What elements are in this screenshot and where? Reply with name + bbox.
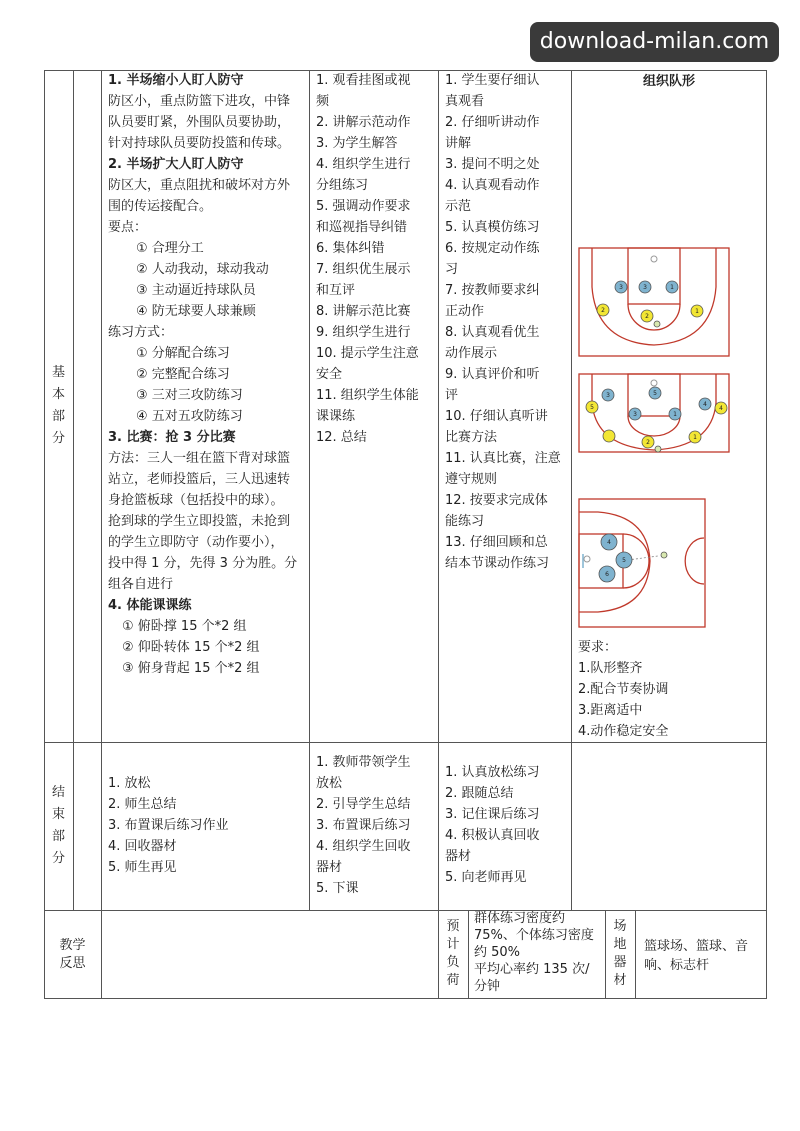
content-line: 4. 回收器材 bbox=[108, 839, 177, 854]
teacher-line: 8. 讲解示范比赛 bbox=[316, 304, 411, 319]
teacher-line: 和巡视指导纠错 bbox=[316, 220, 408, 235]
org-header: 组织队形 bbox=[642, 74, 695, 89]
basic-part-label: 基 本 部 分 bbox=[51, 365, 65, 446]
student-line: 习 bbox=[445, 262, 459, 277]
student-line: 3. 记住课后练习 bbox=[445, 807, 540, 822]
content-line: 5. 师生再见 bbox=[108, 860, 177, 875]
ending-part-label: 结 束 部 分 bbox=[51, 785, 65, 866]
content-line: 站立，老师投篮后，三人迅速转 bbox=[108, 472, 291, 487]
student-line: 4. 认真观看动作 bbox=[445, 178, 540, 193]
teacher-line: 12. 总结 bbox=[316, 430, 367, 445]
content-line: 抢到球的学生立即投篮，未抢到 bbox=[108, 514, 291, 529]
svg-text:4: 4 bbox=[607, 539, 611, 546]
svg-text:5: 5 bbox=[653, 390, 657, 397]
svg-text:4: 4 bbox=[719, 405, 723, 412]
student-line: 8. 认真观看优生 bbox=[445, 325, 540, 340]
content-line: 1. 放松 bbox=[108, 776, 151, 791]
content-line: ① 合理分工 bbox=[136, 241, 204, 256]
watermark: download-milan.com bbox=[530, 22, 779, 62]
content-line: 3. 比赛：抢 3 分比赛 bbox=[108, 430, 236, 445]
student-line: 12. 按要求完成体 bbox=[445, 493, 548, 508]
student-line: 正动作 bbox=[445, 304, 485, 319]
teacher-line: 6. 集体纠错 bbox=[316, 241, 385, 256]
student-line: 7. 按教师要求纠 bbox=[445, 283, 540, 298]
ending-content bbox=[108, 773, 308, 878]
student-line: 3. 提问不明之处 bbox=[445, 157, 540, 172]
load-label: 预 计 负 荷 bbox=[446, 919, 460, 988]
svg-text:1: 1 bbox=[693, 434, 697, 441]
student-line: 遵守规则 bbox=[445, 472, 498, 487]
content-line: ④ 防无球要人球兼顾 bbox=[136, 304, 256, 319]
svg-text:5: 5 bbox=[622, 557, 626, 564]
student-line: 4. 积极认真回收 bbox=[445, 828, 540, 843]
teacher-line: 2. 引导学生总结 bbox=[316, 797, 411, 812]
student-line: 结本节课动作练习 bbox=[445, 556, 550, 571]
svg-text:1: 1 bbox=[695, 308, 699, 315]
content-line: 针对持球队员要防投篮和传球。 bbox=[108, 136, 291, 151]
teacher-line: 分组练习 bbox=[316, 178, 369, 193]
student-line: 能练习 bbox=[445, 514, 485, 529]
svg-text:4: 4 bbox=[703, 401, 707, 408]
svg-text:5: 5 bbox=[590, 404, 594, 411]
content-line: 方法：三人一组在篮下背对球篮 bbox=[108, 451, 291, 466]
teacher-line: 11. 组织学生体能 bbox=[316, 388, 419, 403]
court-diagram-2 bbox=[578, 373, 730, 453]
content-line: 1. 半场缩小人盯人防守 bbox=[108, 73, 244, 88]
teacher-line: 9. 组织学生进行 bbox=[316, 325, 411, 340]
requirement-line: 1.队形整齐 bbox=[578, 661, 643, 676]
svg-text:2: 2 bbox=[645, 313, 649, 320]
teacher-line: 3. 布置课后练习 bbox=[316, 818, 411, 833]
teacher-line: 4. 组织学生回收 bbox=[316, 839, 411, 854]
content-line: 防区小，重点防篮下进攻，中锋 bbox=[108, 94, 291, 109]
teacher-line: 放松 bbox=[316, 776, 343, 791]
student-line: 器材 bbox=[445, 849, 472, 864]
content-line: ② 仰卧转体 15 个*2 组 bbox=[122, 640, 260, 655]
requirement-line: 3.距离适中 bbox=[578, 703, 643, 718]
svg-text:3: 3 bbox=[643, 284, 647, 291]
student-line: 13. 仔细回顾和总 bbox=[445, 535, 548, 550]
load-line: 约 50% bbox=[474, 945, 521, 960]
content-line: 队员要盯紧，外围队员要协助， bbox=[108, 115, 291, 130]
court-diagram-1 bbox=[578, 247, 730, 357]
load-line: 群体练习密度约 bbox=[474, 911, 566, 926]
student-line: 示范 bbox=[445, 199, 472, 214]
teacher-line: 和互评 bbox=[316, 283, 356, 298]
teacher-line: 1. 教师带领学生 bbox=[316, 755, 411, 770]
ending-student-activities bbox=[445, 762, 569, 888]
requirement-line: 2.配合节奏协调 bbox=[578, 682, 669, 697]
content-line: ① 分解配合练习 bbox=[136, 346, 230, 361]
student-line: 9. 认真评价和听 bbox=[445, 367, 540, 382]
student-line: 评 bbox=[445, 388, 459, 403]
content-line: 练习方式： bbox=[108, 325, 174, 340]
ending-teacher-activities bbox=[316, 752, 436, 899]
load-text bbox=[474, 910, 604, 995]
content-line: 3. 布置课后练习作业 bbox=[108, 818, 229, 833]
svg-text:2: 2 bbox=[646, 439, 650, 446]
teacher-line: 5. 强调动作要求 bbox=[316, 199, 411, 214]
student-line: 2. 跟随总结 bbox=[445, 786, 514, 801]
student-line: 动作展示 bbox=[445, 346, 498, 361]
teacher-line: 2. 讲解示范动作 bbox=[316, 115, 411, 130]
svg-text:6: 6 bbox=[605, 571, 609, 578]
load-line: 平均心率约 135 次/ bbox=[474, 962, 590, 977]
content-line: ③ 三对三攻防练习 bbox=[136, 388, 243, 403]
content-line: 围的传运接配合。 bbox=[108, 199, 213, 214]
teacher-line: 10. 提示学生注意 bbox=[316, 346, 419, 361]
student-line: 比赛方法 bbox=[445, 430, 498, 445]
svg-text:3: 3 bbox=[619, 284, 623, 291]
content-line: 4. 体能课课练 bbox=[108, 598, 192, 613]
requirement-line: 4.动作稳定安全 bbox=[578, 724, 669, 739]
content-line: 防区大，重点阻扰和破坏对方外 bbox=[108, 178, 291, 193]
teacher-line: 课课练 bbox=[316, 409, 356, 424]
svg-text:3: 3 bbox=[633, 411, 637, 418]
svg-text:3: 3 bbox=[606, 392, 610, 399]
student-line: 2. 仔细听讲动作 bbox=[445, 115, 540, 130]
venue-label: 场 地 器 材 bbox=[613, 919, 627, 988]
court-diagram-3 bbox=[578, 498, 706, 628]
content-line: ③ 俯身背起 15 个*2 组 bbox=[122, 661, 260, 676]
content-line: 组各自进行 bbox=[108, 577, 174, 592]
content-line: 投中得 1 分，先得 3 分为胜。分 bbox=[108, 556, 298, 571]
student-line: 6. 按规定动作练 bbox=[445, 241, 540, 256]
teacher-line: 5. 下课 bbox=[316, 881, 359, 896]
student-line: 讲解 bbox=[445, 136, 472, 151]
venue-line: 篮球场、篮球、音 bbox=[644, 939, 749, 954]
teacher-line: 器材 bbox=[316, 860, 343, 875]
reflection-label: 教学 反思 bbox=[59, 938, 86, 971]
content-line: 要点： bbox=[108, 220, 148, 235]
content-line: 2. 师生总结 bbox=[108, 797, 177, 812]
student-line: 1. 学生要仔细认 bbox=[445, 73, 540, 88]
content-line: 2. 半场扩大人盯人防守 bbox=[108, 157, 244, 172]
basic-teacher-activities bbox=[316, 70, 436, 448]
teacher-line: 4. 组织学生进行 bbox=[316, 157, 411, 172]
svg-text:1: 1 bbox=[670, 284, 674, 291]
student-line: 1. 认真放松练习 bbox=[445, 765, 540, 780]
content-line: 的学生立即防守（动作要小）， bbox=[108, 535, 284, 550]
teacher-line: 7. 组织优生展示 bbox=[316, 262, 411, 277]
svg-text:2: 2 bbox=[601, 307, 605, 314]
content-line: ③ 主动逼近持球队员 bbox=[136, 283, 256, 298]
content-line: ② 完整配合练习 bbox=[136, 367, 230, 382]
svg-text:1: 1 bbox=[673, 411, 677, 418]
teacher-line: 3. 为学生解答 bbox=[316, 136, 398, 151]
student-line: 真观看 bbox=[445, 94, 485, 109]
basic-content bbox=[108, 70, 308, 679]
teacher-line: 1. 观看挂图或视 bbox=[316, 73, 411, 88]
content-line: ② 人动我动，球动我动 bbox=[136, 262, 269, 277]
content-line: ④ 五对五攻防练习 bbox=[136, 409, 243, 424]
org-requirements bbox=[578, 637, 766, 742]
content-line: ① 俯卧撑 15 个*2 组 bbox=[122, 619, 247, 634]
requirement-line: 要求： bbox=[578, 640, 618, 655]
content-line: 身抢篮板球（包括投中的球）。 bbox=[108, 493, 284, 508]
student-line: 5. 认真模仿练习 bbox=[445, 220, 540, 235]
venue-line: 响、标志杆 bbox=[644, 958, 710, 973]
basic-student-activities bbox=[445, 70, 569, 574]
venue-text bbox=[644, 937, 764, 975]
load-line: 75%、个体练习密度 bbox=[474, 928, 594, 943]
teacher-line: 安全 bbox=[316, 367, 343, 382]
student-line: 10. 仔细认真听讲 bbox=[445, 409, 548, 424]
teacher-line: 频 bbox=[316, 94, 330, 109]
student-line: 5. 向老师再见 bbox=[445, 870, 527, 885]
student-line: 11. 认真比赛，注意 bbox=[445, 451, 561, 466]
load-line: 分钟 bbox=[474, 979, 501, 994]
